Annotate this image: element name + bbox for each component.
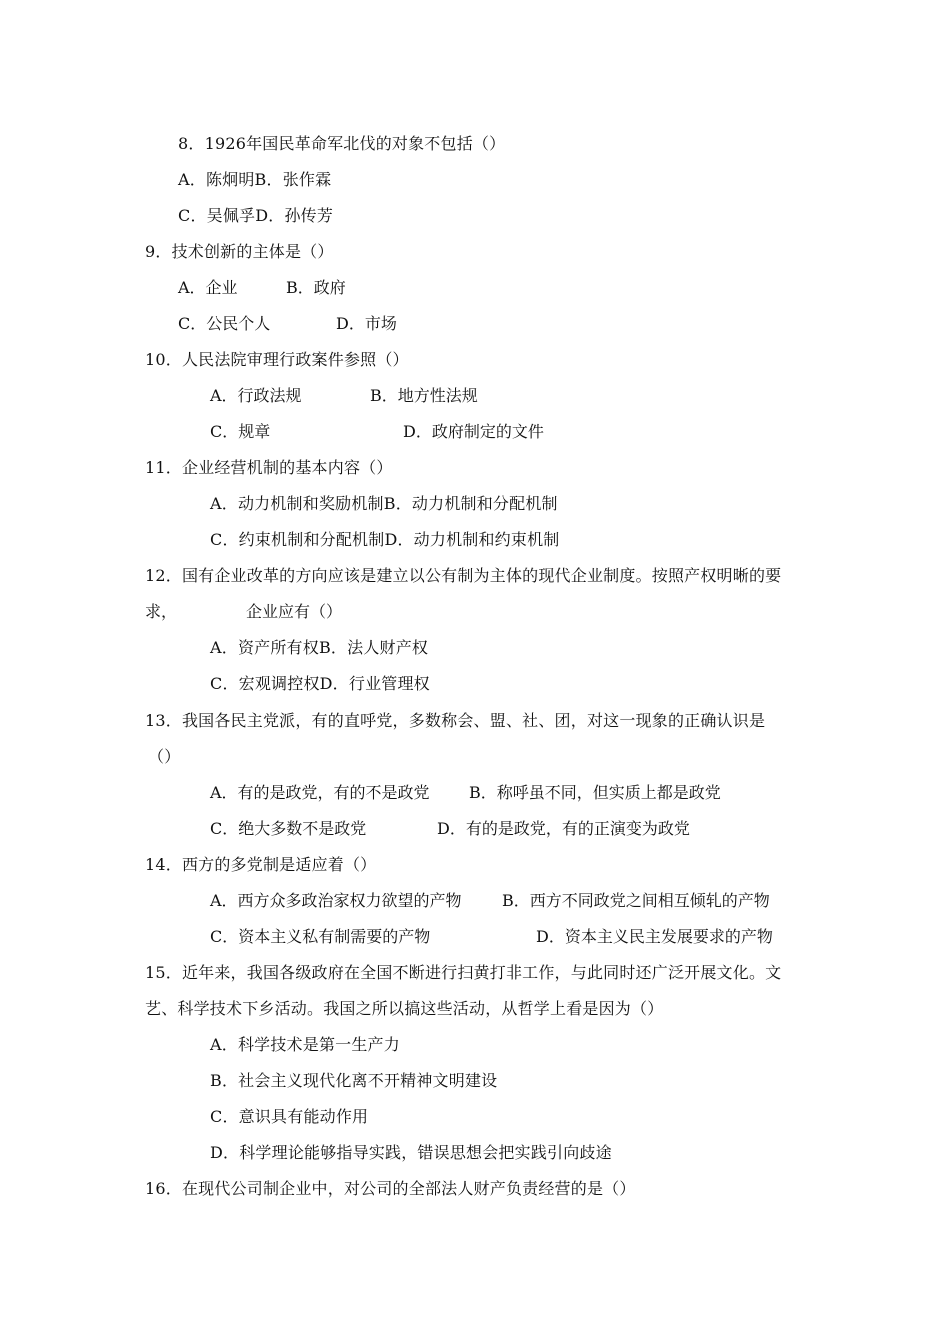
question-15-option-c: C．意识具有能动作用 xyxy=(210,1107,369,1126)
question-10-option-b: B．地方性法规 xyxy=(370,386,478,405)
question-12-stem-line-2-end: 企业应有（） xyxy=(246,602,343,621)
question-9-stem: 9．技术创新的主体是（） xyxy=(145,242,334,261)
question-16-stem: 16．在现代公司制企业中，对公司的全部法人财产负责经营的是（） xyxy=(145,1179,636,1198)
question-10-option-c: C．规章 xyxy=(210,422,271,441)
question-12-options-cd: C．宏观调控权D．行业管理权 xyxy=(210,674,430,693)
question-10-stem: 10．人民法院审理行政案件参照（） xyxy=(145,350,409,369)
question-13-option-d: D．有的是政党，有的正演变为政党 xyxy=(437,819,690,838)
question-8-options-cd: C．吴佩孚D．孙传芳 xyxy=(178,206,334,225)
question-9-option-b: B．政府 xyxy=(286,278,346,297)
question-14-option-a: A．西方众多政治家权力欲望的产物 xyxy=(210,891,462,910)
question-8-options-ab: A．陈炯明B．张作霖 xyxy=(178,170,332,189)
question-12-stem-line-2-start: 求， xyxy=(145,602,178,621)
question-13-stem-line-2: （） xyxy=(148,747,181,766)
question-11-stem: 11．企业经营机制的基本内容（） xyxy=(145,458,393,477)
question-12-stem-line-1: 12．国有企业改革的方向应该是建立以公有制为主体的现代企业制度。按照产权明晰的要 xyxy=(145,566,782,585)
question-11-options-ab: A．动力机制和奖励机制B．动力机制和分配机制 xyxy=(210,494,558,513)
question-13-option-a: A．有的是政党，有的不是政党 xyxy=(210,783,430,802)
question-9-option-c: C．公民个人 xyxy=(178,314,271,333)
question-11-options-cd: C．约束机制和分配机制D．动力机制和约束机制 xyxy=(210,530,560,549)
question-8-stem: 8．1926年国民革命军北伐的对象不包括（） xyxy=(178,134,506,153)
question-15-option-b: B．社会主义现代化离不开精神文明建设 xyxy=(210,1071,498,1090)
question-12-options-ab: A．资产所有权B．法人财产权 xyxy=(210,638,429,657)
question-13-option-b: B．称呼虽不同，但实质上都是政党 xyxy=(469,783,721,802)
question-14-option-c: C．资本主义私有制需要的产物 xyxy=(210,927,431,946)
question-15-stem-line-1: 15．近年来，我国各级政府在全国不断进行扫黄打非工作，与此同时还广泛开展文化。文 xyxy=(145,963,782,982)
question-10-option-a: A．行政法规 xyxy=(210,386,302,405)
question-15-option-a: A．科学技术是第一生产力 xyxy=(210,1035,400,1054)
question-13-option-c: C．绝大多数不是政党 xyxy=(210,819,367,838)
question-14-stem: 14．西方的多党制是适应着（） xyxy=(145,855,377,874)
question-9-option-a: A．企业 xyxy=(178,278,238,297)
question-15-stem-line-2: 艺、科学技术下乡活动。我国之所以搞这些活动，从哲学上看是因为（） xyxy=(145,999,664,1018)
question-14-option-b: B．西方不同政党之间相互倾轧的产物 xyxy=(502,891,770,910)
question-13-stem-line-1: 13．我国各民主党派，有的直呼党，多数称会、盟、社、团，对这一现象的正确认识是 xyxy=(145,711,766,730)
question-15-option-d: D．科学理论能够指导实践，错误思想会把实践引向歧途 xyxy=(210,1143,612,1162)
question-14-option-d: D．资本主义民主发展要求的产物 xyxy=(536,927,773,946)
question-9-option-d: D．市场 xyxy=(336,314,397,333)
question-10-option-d: D．政府制定的文件 xyxy=(403,422,544,441)
